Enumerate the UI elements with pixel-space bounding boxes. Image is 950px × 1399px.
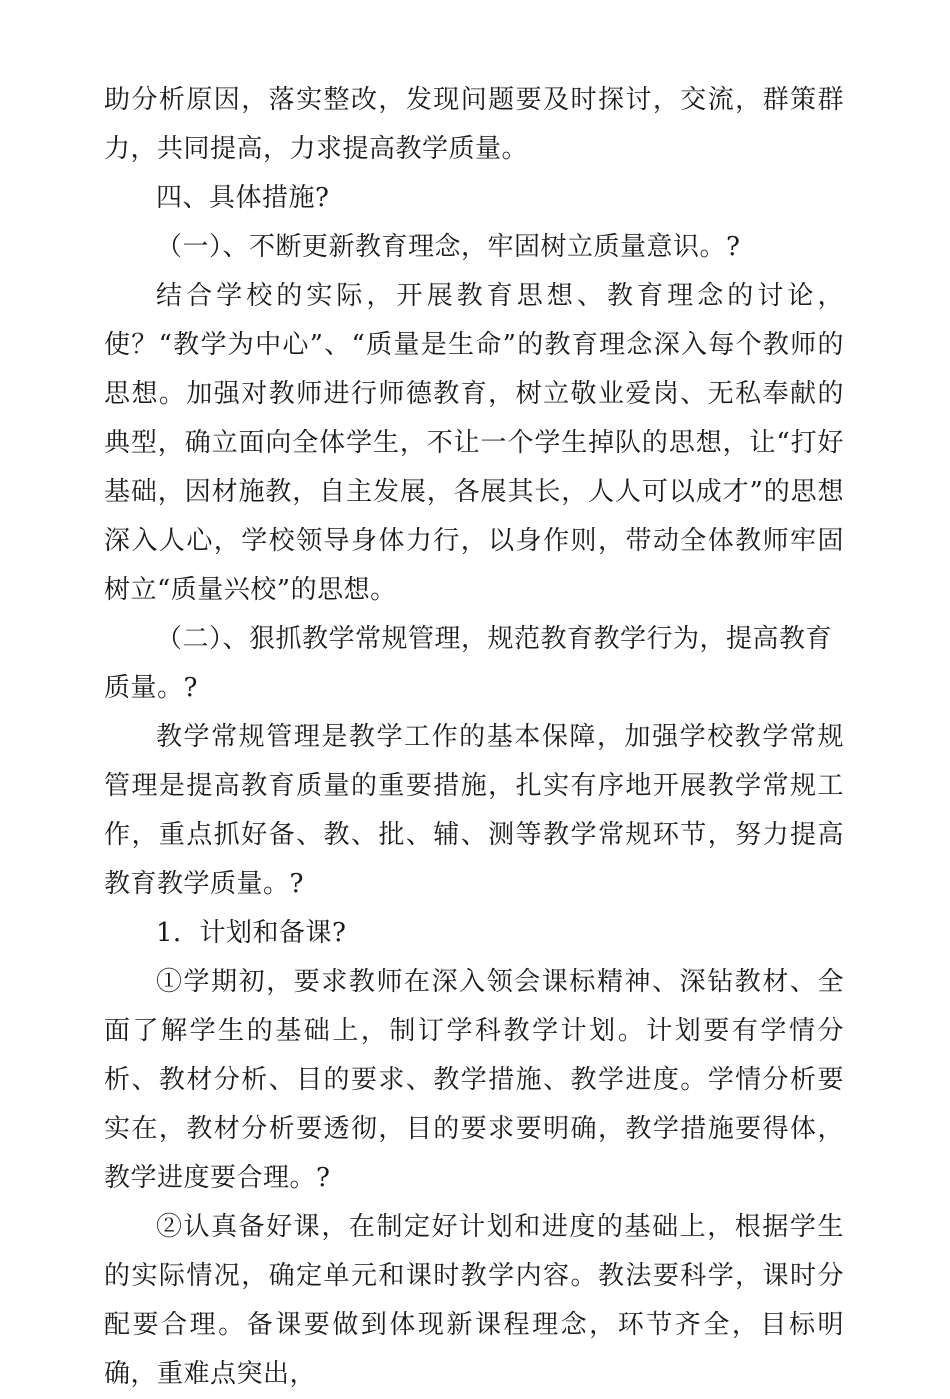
paragraph-1: 结合学校的实际，开展教育思想、教育理念的讨论，使？“教学为中心”、“质量是生命”的教育理念深入每个教师的思想。加强对教师进行师德教育，树立敬业爱岗、无私奉献的典型，确立面向全体学生，不让一个学生掉队的思想，让“打好基础，因材施教，自主发展，各展其长，人人可以成才”的思想深入人心，学校领导身体力行，以身作则，带动全体教师牢固树立“质量兴校”的思想。: [104, 281, 844, 605]
item-2-paragraph: ②认真备好课，在制定好计划和进度的基础上，根据学生的实际情况，确定单元和课时教学内容。教法要科学，课时分配要合理。备课要做到体现新课程理念，环节齐全，目标明确，重难点突出，: [104, 1212, 844, 1389]
subheading-2: （二）、狠抓教学常规管理，规范教育教学行为，提高教育质量。?: [104, 624, 833, 703]
section-heading: 四、具体措施?: [156, 183, 330, 213]
paragraph-2: 教学常规管理是教学工作的基本保障，加强学校教学常规管理是提高教育质量的重要措施，扎实有序地开展教学常规工作，重点抓好备、教、批、辅、测等教学常规环节，努力提高教育教学质量。?: [104, 722, 844, 899]
subheading-1: （一）、不断更新教育理念，牢固树立质量意识。?: [156, 232, 741, 262]
document-body: [104, 76, 844, 1399]
continued-paragraph: 助分析原因，落实整改，发现问题要及时探讨，交流，群策群力，共同提高，力求提高教学质量。: [104, 85, 844, 164]
item-1-paragraph: ①学期初，要求教师在深入领会课标精神、深钻教材、全面了解学生的基础上，制订学科教学计划。计划要有学情分析、教材分析、目的要求、教学措施、教学进度。学情分析要实在，教材分析要透彻，目的要求要明确，教学措施要得体，教学进度要合理。?: [104, 967, 844, 1193]
item-heading: 1．计划和备课?: [156, 918, 347, 948]
